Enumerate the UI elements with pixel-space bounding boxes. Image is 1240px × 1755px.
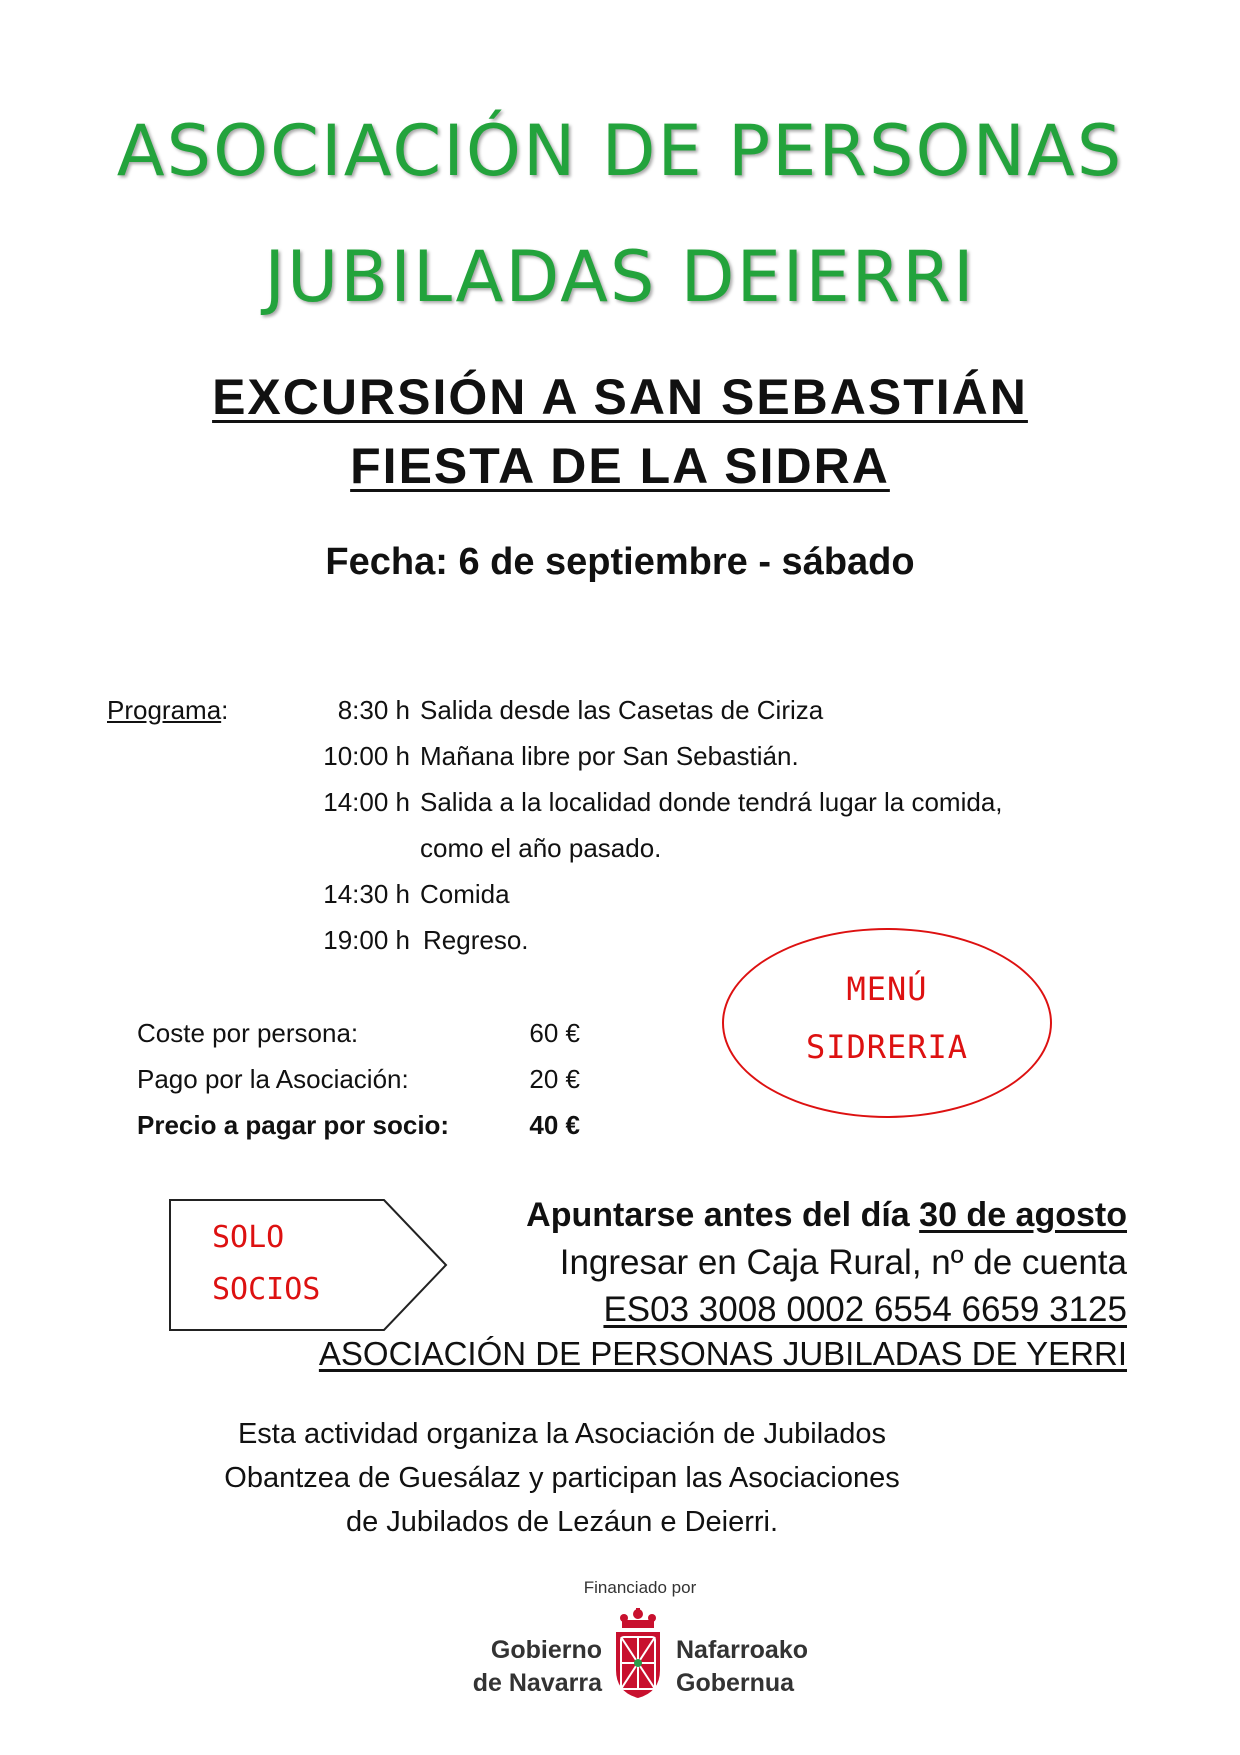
- program-time: 19:00 h: [323, 925, 410, 955]
- cost-value: 40 €: [529, 1110, 580, 1140]
- account-holder-name: ASOCIACIÓN DE PERSONAS JUBILADAS DE YERRI: [318, 1335, 1127, 1372]
- event-title-line1-text: EXCURSIÓN A SAN SEBASTIÁN: [212, 369, 1028, 425]
- program-time: 14:30 h: [323, 879, 410, 909]
- financed-by-label: Financiado por: [583, 1578, 697, 1597]
- association-title-line2: JUBILADAS DEIERRI: [264, 236, 976, 318]
- event-title-line2-text: FIESTA DE LA SIDRA: [350, 438, 890, 494]
- gov-navarra-eu: [676, 1634, 808, 1700]
- gov-es-line2: de Navarra: [472, 1669, 602, 1697]
- solo-socios-arrow-shape: [168, 1198, 450, 1332]
- gov-es-line1: Gobierno: [490, 1636, 602, 1664]
- program-time: 8:30 h: [337, 695, 410, 725]
- signup-deadline: 30 de agosto: [919, 1196, 1127, 1234]
- account-holder: [319, 1335, 1127, 1373]
- bank-account-number: ES03 3008 0002 6554 6659 3125: [603, 1290, 1127, 1329]
- organizers-line1: Esta actividad organiza la Asociación de Jubilados: [237, 1418, 887, 1450]
- program-time: 14:00 h: [323, 787, 410, 817]
- event-date: Fecha: 6 de septiembre - sábado: [325, 541, 915, 583]
- menu-badge-line1: MENÚ: [846, 970, 928, 1008]
- program-desc: Mañana libre por San Sebastián.: [420, 741, 799, 771]
- solo-badge-line1: SOLO: [212, 1220, 285, 1255]
- bank-account: [603, 1290, 1127, 1330]
- cost-label: Coste por persona:: [137, 1018, 359, 1048]
- organizers-line2: Obantzea de Guesálaz y participan las Asociaciones: [224, 1462, 900, 1494]
- cost-label: Pago por la Asociación:: [137, 1064, 409, 1094]
- program-label: [107, 695, 228, 726]
- program-time: 10:00 h: [323, 741, 410, 771]
- cost-value: 60 €: [529, 1018, 580, 1048]
- program-desc: Salida a la localidad donde tendrá lugar la comida,: [420, 787, 1003, 817]
- gov-eu-line2: Gobernua: [676, 1669, 795, 1697]
- cost-value: 20 €: [529, 1064, 580, 1094]
- solo-badge-line2: SOCIOS: [212, 1272, 321, 1307]
- navarra-coat-of-arms-icon: [608, 1608, 668, 1700]
- event-title-line2: [0, 437, 1240, 495]
- program-desc: Comida: [420, 879, 510, 909]
- organizers-line3: de Jubilados de Lezáun e Deierri.: [345, 1506, 779, 1538]
- cost-label: Precio a pagar por socio:: [137, 1110, 450, 1140]
- bank-instructions: Ingresar en Caja Rural, nº de cuenta: [559, 1243, 1127, 1282]
- program-label-text: Programa: [107, 695, 222, 725]
- program-label-suffix: :: [221, 695, 229, 725]
- gov-eu-line1: Nafarroako: [676, 1636, 808, 1664]
- program-desc: Salida desde las Casetas de Ciriza: [420, 695, 824, 725]
- signup-deadline-line: [526, 1196, 1127, 1235]
- event-title-line1: [0, 368, 1240, 426]
- program-desc: Regreso.: [423, 925, 529, 955]
- association-title-line1: ASOCIACIÓN DE PERSONAS: [116, 110, 1124, 192]
- signup-prefix: Apuntarse antes del día: [526, 1196, 920, 1234]
- menu-badge-line2: SIDRERIA: [805, 1028, 969, 1066]
- menu-sidreria-badge: [722, 928, 1052, 1118]
- program-desc: como el año pasado.: [420, 833, 662, 863]
- gov-navarra-es: [470, 1634, 602, 1700]
